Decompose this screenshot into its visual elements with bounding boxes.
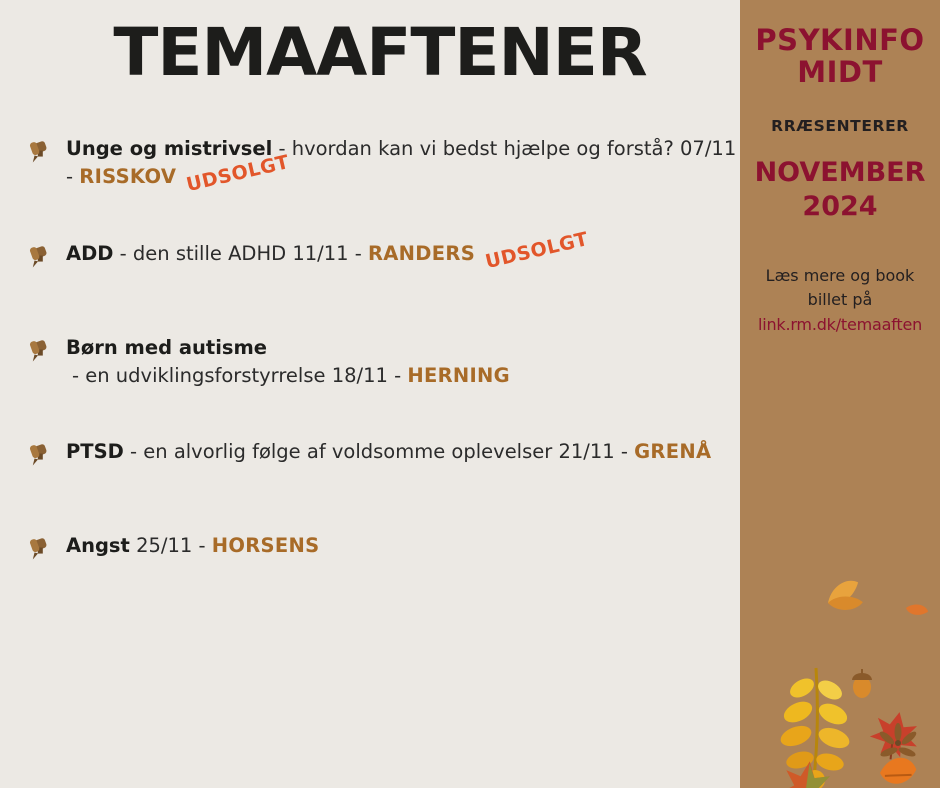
event-title: Børn med autisme bbox=[66, 335, 268, 359]
event-list bbox=[0, 135, 740, 578]
presents-label: RRÆSENTERER bbox=[771, 116, 909, 135]
year-label: 2024 bbox=[802, 191, 878, 223]
status-badge: UDSOLGT bbox=[184, 151, 292, 197]
booking-label: Læs mere og book billet på bbox=[765, 266, 915, 309]
event-details: - en udviklingsforstyrrelse 18/11 - bbox=[72, 364, 408, 388]
list-item[interactable] bbox=[28, 334, 740, 391]
brand-line-1: PSYKINFO bbox=[755, 23, 925, 57]
event-title: ADD bbox=[66, 241, 114, 265]
event-text bbox=[66, 135, 740, 197]
month-label: NOVEMBER bbox=[754, 156, 926, 188]
pushpin-icon bbox=[28, 137, 54, 163]
event-details: - en alvorlig følge af voldsomme oplevelser 21/11 - bbox=[123, 440, 635, 464]
event-title: Unge og mistrivsel bbox=[66, 137, 273, 160]
list-item[interactable] bbox=[28, 227, 740, 286]
event-location: GRENÅ bbox=[634, 440, 712, 464]
pushpin-icon bbox=[28, 336, 54, 362]
event-location: HERNING bbox=[407, 364, 510, 388]
pushpin-icon bbox=[28, 242, 54, 268]
event-details: 25/11 - bbox=[129, 534, 212, 558]
event-line2 bbox=[66, 362, 740, 390]
event-details: - hvordan kan vi bedst hjælpe og forstå? 07/11 - bbox=[66, 137, 737, 189]
event-title: Angst bbox=[66, 534, 130, 558]
event-details: - den stille ADHD 11/11 - bbox=[113, 241, 368, 265]
poster-sidebar bbox=[740, 0, 940, 788]
status-badge: UDSOLGT bbox=[483, 227, 591, 273]
brand-line-2: MIDT bbox=[797, 55, 883, 90]
event-text bbox=[66, 334, 740, 391]
page-title: TEMAAFTENER bbox=[113, 14, 647, 91]
pushpin-icon bbox=[28, 440, 54, 466]
event-title: PTSD bbox=[66, 440, 124, 464]
list-item[interactable] bbox=[28, 438, 740, 484]
event-location: RANDERS bbox=[367, 241, 476, 265]
event-location: HORSENS bbox=[211, 534, 320, 558]
brand-name bbox=[750, 24, 930, 89]
list-item[interactable] bbox=[28, 135, 740, 197]
list-item[interactable] bbox=[28, 532, 740, 578]
autumn-leaves-decoration bbox=[740, 458, 940, 788]
pushpin-icon bbox=[28, 534, 54, 560]
event-location: RISSKOV bbox=[79, 165, 177, 189]
event-text bbox=[66, 438, 740, 466]
event-text bbox=[66, 227, 740, 273]
event-text bbox=[66, 532, 740, 560]
booking-link[interactable]: link.rm.dk/temaaften bbox=[757, 314, 923, 334]
